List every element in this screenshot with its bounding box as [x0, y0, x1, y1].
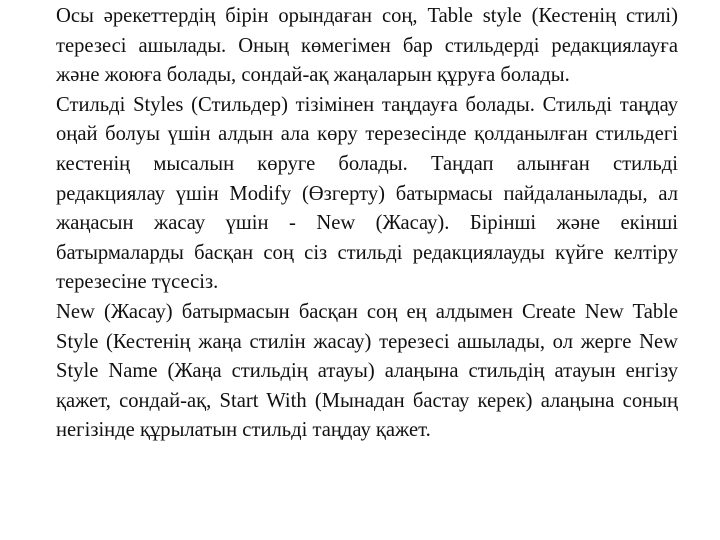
paragraph-styles-list: Стильді Styles (Стильдер) тізімінен таңдауға болады. Стильді таңдау оңай болуы үшін алдын ала көру терезесінде қолданылған стильдегі кестенің мысалын көруге болады. Таңдап алынған стильді редакциялау үшін Modify (Өзгерту) батырмасы пайдаланылады, ал жаңасын жасау үшін - New (Жасау). Бірінші және екінші батырмаларды басқан соң сіз стильді редакциялауды күйге келтіру терезесіне түсесіз.: [56, 93, 678, 294]
paragraph-new-button: New (Жасау) батырмасын басқан соң ең алдымен Create New Table Style (Кестенің жаңа стилін жасау) терезесі ашылады, ол жерге New Style Name (Жаңа стильдің атауы) алаңына стильдің атауын енгізу қажет, сондай-ақ, Start With (Мынадан бастау керек) алаңына соның негізінде құрылатын стильді таңдау қажет.: [56, 300, 678, 442]
paragraph-table-style-window: Осы әрекеттердің бірін орындаған соң, Table style (Кестенің стилі) терезесі ашылады. Оның көмегімен бар стильдерді редакциялауға және жоюға болады, сондай-ақ жаңаларын құруға болады.: [56, 5, 678, 87]
document-body: [56, 2, 678, 446]
